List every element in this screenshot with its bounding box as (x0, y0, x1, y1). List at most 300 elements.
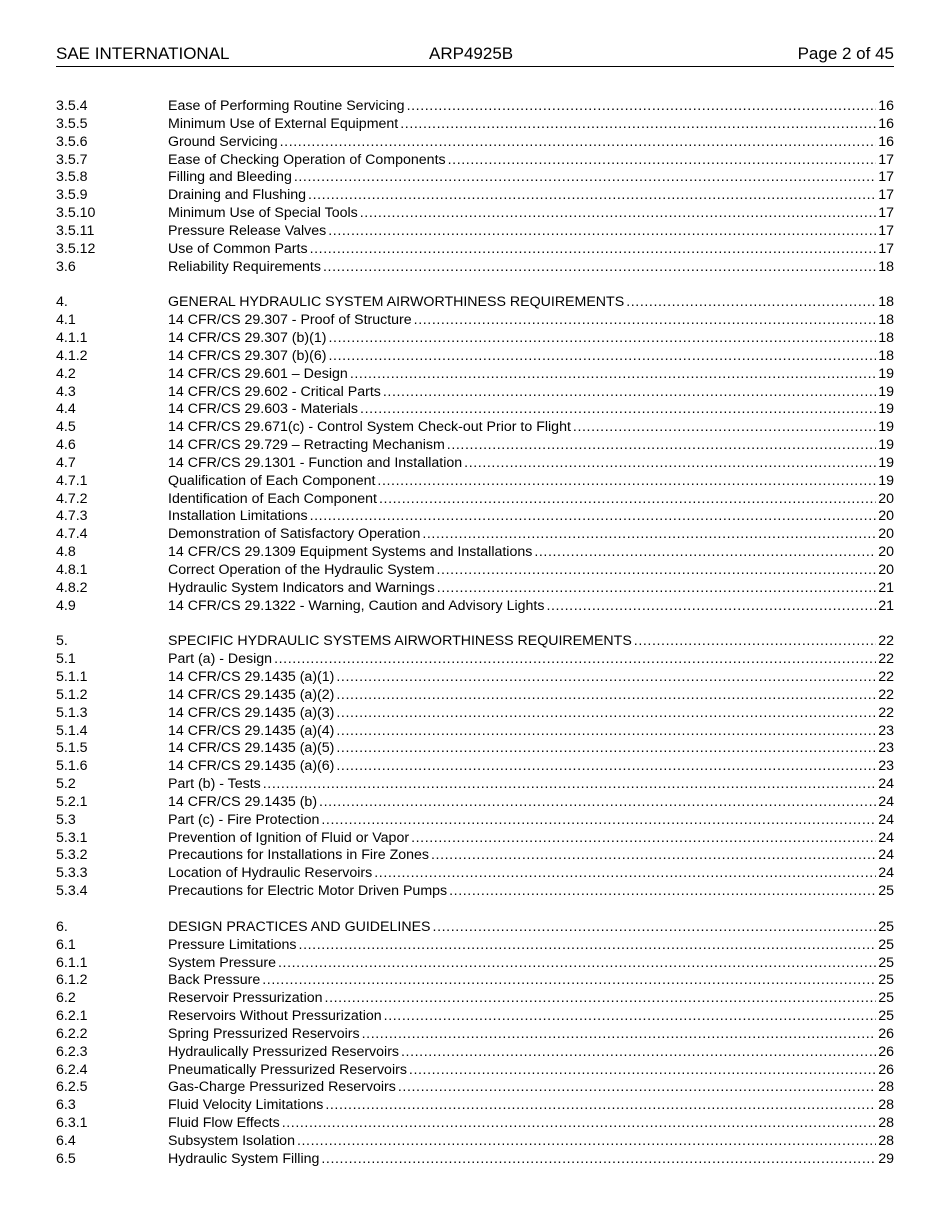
toc-dot-leader (400, 116, 876, 134)
toc-dot-leader (325, 1097, 876, 1115)
toc-dot-leader (319, 794, 876, 812)
toc-entry-line (168, 1026, 894, 1044)
toc-dot-leader (384, 1008, 877, 1026)
toc-entry-number: 5.1 (56, 651, 76, 668)
toc-entry-title: Ground Servicing (168, 133, 278, 150)
toc-entry (56, 1044, 894, 1062)
toc-entry-title: Fluid Flow Effects (168, 1115, 280, 1132)
toc-entry-number: 4.7.3 (56, 508, 88, 525)
toc-dot-leader (437, 580, 876, 598)
toc-entry-page: 19 (878, 383, 894, 400)
header-document-id: ARP4925B (429, 44, 514, 63)
toc-entry-line (168, 169, 894, 187)
toc-entry-title: 14 CFR/CS 29.307 (b)(6) (168, 347, 327, 364)
toc-entry-title: Ease of Performing Routine Servicing (168, 98, 405, 114)
toc-entry-title: 14 CFR/CS 29.602 - Critical Parts (168, 383, 381, 400)
toc-entry-title: 14 CFR/CS 29.1435 (b) (168, 793, 318, 810)
toc-entry (56, 473, 894, 491)
toc-entry-number: 5.2.1 (56, 793, 88, 810)
toc-entry-line (168, 473, 894, 491)
toc-dot-leader (323, 259, 876, 277)
toc-entry-line (168, 312, 894, 330)
toc-entry-page: 24 (878, 776, 894, 793)
toc-entry (56, 669, 894, 687)
toc-dot-leader (414, 312, 877, 330)
toc-entry-line (168, 794, 894, 812)
toc-dot-leader (437, 562, 877, 580)
toc-entry-page: 24 (878, 847, 894, 864)
toc-entry-number: 3.5.8 (56, 169, 88, 186)
toc-entry-line (168, 1115, 894, 1133)
toc-entry-page: 16 (878, 133, 894, 150)
toc-entry-page: 25 (878, 954, 894, 971)
toc-entry-title: 14 CFR/CS 29.729 – Retracting Mechanism (168, 437, 445, 454)
toc-entry-number: 4.2 (56, 365, 76, 382)
toc-entry-number: 3.5.4 (56, 98, 88, 114)
toc-entry-number: 4.6 (56, 437, 76, 454)
toc-entry-page: 17 (878, 222, 894, 239)
toc-entry-title: Hydraulically Pressurized Reservoirs (168, 1043, 400, 1060)
toc-entry-line (168, 723, 894, 741)
toc-entry-line (168, 223, 894, 241)
toc-entry-page: 20 (878, 561, 894, 578)
toc-entry-number: 3.5.5 (56, 115, 88, 132)
toc-entry-number: 3.6 (56, 258, 76, 275)
toc-entry (56, 294, 894, 312)
toc-dot-leader (449, 883, 876, 901)
toc-entry-title: Prevention of Ignition of Fluid or Vapor (168, 829, 410, 846)
toc-entry-title: Location of Hydraulic Reservoirs (168, 865, 373, 882)
toc-entry-page: 23 (878, 740, 894, 757)
toc-dot-leader (336, 740, 876, 758)
toc-entry (56, 508, 894, 526)
toc-entry-line (168, 384, 894, 402)
toc-entry-line (168, 1133, 894, 1151)
toc-dot-leader (447, 437, 876, 455)
toc-entry (56, 330, 894, 348)
toc-entry-title: Reservoir Pressurization (168, 990, 323, 1007)
toc-entry-line (168, 633, 894, 651)
toc-entry-page: 22 (878, 651, 894, 668)
toc-entry-line (168, 955, 894, 973)
toc-entry-number: 6.2.3 (56, 1043, 88, 1060)
toc-entry-page: 29 (878, 1150, 894, 1167)
toc-dot-leader (274, 651, 876, 669)
toc-dot-leader (401, 1044, 876, 1062)
toc-entry-page: 22 (878, 704, 894, 721)
toc-entry-title: Draining and Flushing (168, 187, 307, 204)
toc-entry (56, 812, 894, 830)
toc-entry-title: System Pressure (168, 954, 277, 971)
toc-entry-page: 19 (878, 401, 894, 418)
toc-dot-leader (321, 812, 876, 830)
toc-entry (56, 312, 894, 330)
toc-entry (56, 865, 894, 883)
toc-dot-leader (280, 134, 877, 152)
toc-entry (56, 598, 894, 616)
toc-entry-title: Pressure Limitations (168, 936, 297, 953)
toc-entry-number: 3.5.9 (56, 187, 88, 204)
toc-entry-number: 6.2.2 (56, 1025, 88, 1042)
toc-entry (56, 1097, 894, 1115)
toc-entry-number: 5.3.1 (56, 829, 88, 846)
toc-dot-leader (263, 776, 876, 794)
toc-entry-line (168, 972, 894, 990)
toc-dot-leader (328, 223, 876, 241)
toc-entry-number: 3.5.10 (56, 205, 96, 222)
toc-entry (56, 1133, 894, 1151)
toc-entry-number: 4.7.2 (56, 490, 88, 507)
toc-entry-line (168, 919, 894, 937)
toc-entry-number: 6.5 (56, 1150, 76, 1167)
toc-entry-line (168, 348, 894, 366)
toc-entry-title: 14 CFR/CS 29.1435 (a)(4) (168, 722, 335, 739)
toc-entry-page: 19 (878, 365, 894, 382)
toc-dot-leader (379, 491, 876, 509)
toc-entry-title: Ease of Checking Operation of Components (168, 151, 446, 168)
toc-entry (56, 437, 894, 455)
toc-entry-title: 14 CFR/CS 29.1435 (a)(6) (168, 758, 335, 775)
toc-entry-number: 5.3.2 (56, 847, 88, 864)
toc-entry-number: 4.5 (56, 419, 76, 436)
toc-entry (56, 491, 894, 509)
toc-entry-line (168, 330, 894, 348)
toc-entry-number: 6. (56, 918, 68, 935)
toc-entry-title: Identification of Each Component (168, 490, 378, 507)
toc-dot-leader (448, 152, 877, 170)
toc-entry-page: 28 (878, 1097, 894, 1114)
toc-entry-page: 21 (878, 579, 894, 596)
toc-entry-number: 5.1.1 (56, 669, 88, 685)
toc-entry (56, 1026, 894, 1044)
toc-entry (56, 1062, 894, 1080)
toc-dot-leader (299, 937, 877, 955)
toc-entry-page: 18 (878, 294, 894, 311)
toc-entry (56, 1115, 894, 1133)
toc-entry (56, 187, 894, 205)
toc-entry-number: 6.2.4 (56, 1061, 88, 1078)
toc-entry-line (168, 419, 894, 437)
toc-entry-title: 14 CFR/CS 29.1322 - Warning, Caution and Advisory Lights (168, 597, 545, 614)
toc-entry-line (168, 1097, 894, 1115)
toc-entry-line (168, 562, 894, 580)
toc-entry-page: 19 (878, 437, 894, 454)
toc-entry (56, 776, 894, 794)
toc-dot-leader (407, 98, 877, 116)
toc-entry-page: 25 (878, 883, 894, 900)
toc-entry-number: 5.2 (56, 776, 76, 793)
toc-entry (56, 1151, 894, 1169)
toc-dot-leader (626, 294, 876, 312)
toc-dot-leader (573, 419, 876, 437)
toc-entry-number: 4.9 (56, 597, 76, 614)
toc-entry-title: 14 CFR/CS 29.1435 (a)(2) (168, 686, 335, 703)
toc-dot-leader (278, 955, 876, 973)
toc-entry-number: 3.5.11 (56, 222, 95, 239)
toc-entry-page: 20 (878, 526, 894, 543)
toc-entry-page: 24 (878, 829, 894, 846)
toc-dot-leader (294, 169, 876, 187)
toc-entry-number: 6.2.5 (56, 1079, 88, 1096)
toc-dot-leader (282, 1115, 877, 1133)
toc-dot-leader (377, 473, 876, 491)
toc-section-gap (56, 276, 894, 294)
toc-dot-leader (325, 990, 877, 1008)
toc-entry-title: Part (c) - Fire Protection (168, 811, 320, 828)
toc-dot-leader (329, 348, 877, 366)
toc-entry-number: 5.1.3 (56, 704, 88, 721)
toc-entry-title: 14 CFR/CS 29.1435 (a)(1) (168, 669, 335, 685)
toc-entry-page: 20 (878, 508, 894, 525)
toc-dot-leader (360, 401, 876, 419)
toc-entry (56, 205, 894, 223)
toc-dot-leader (262, 972, 876, 990)
toc-entry-line (168, 776, 894, 794)
toc-entry-title: 14 CFR/CS 29.601 – Design (168, 365, 348, 382)
toc-entry-line (168, 508, 894, 526)
toc-entry-page: 17 (878, 151, 894, 168)
toc-dot-leader (433, 919, 877, 937)
toc-entry-number: 4.3 (56, 383, 76, 400)
toc-entry-page: 24 (878, 865, 894, 882)
toc-entry-page: 28 (878, 1132, 894, 1149)
toc-entry-page: 18 (878, 312, 894, 329)
toc-entry-title: 14 CFR/CS 29.1301 - Function and Installation (168, 454, 463, 471)
toc-entry-title: 14 CFR/CS 29.307 - Proof of Structure (168, 312, 412, 329)
toc-entry-page: 19 (878, 419, 894, 436)
toc-entry-line (168, 687, 894, 705)
toc-entry-page: 20 (878, 490, 894, 507)
toc-entry-line (168, 491, 894, 509)
header-organization: SAE INTERNATIONAL (56, 44, 230, 63)
toc-entry-line (168, 1151, 894, 1169)
toc-dot-leader (634, 633, 876, 651)
toc-entry-line (168, 883, 894, 901)
toc-entry-line (168, 758, 894, 776)
toc-dot-leader (297, 1133, 876, 1151)
toc-dot-leader (398, 1079, 876, 1097)
toc-entry-line (168, 865, 894, 883)
toc-entry (56, 401, 894, 419)
toc-entry-page: 25 (878, 972, 894, 989)
toc-entry-number: 4.8.2 (56, 579, 88, 596)
toc-entry-page: 26 (878, 1061, 894, 1078)
toc-entry-title: 14 CFR/CS 29.671(c) - Control System Check-out Prior to Flight (168, 419, 571, 436)
toc-dot-leader (360, 205, 876, 223)
toc-entry-number: 4.7 (56, 454, 76, 471)
toc-entry (56, 883, 894, 901)
toc-entry-title: Pressure Release Valves (168, 222, 327, 239)
toc-entry-page: 23 (878, 722, 894, 739)
toc-entry-title: 14 CFR/CS 29.1435 (a)(5) (168, 740, 335, 757)
toc-entry-line (168, 1079, 894, 1097)
toc-entry-line (168, 1008, 894, 1026)
toc-entry-line (168, 241, 894, 259)
toc-dot-leader (329, 330, 877, 348)
header-page-number: Page 2 of 45 (797, 44, 894, 63)
toc-entry-number: 5. (56, 633, 68, 650)
toc-entry (56, 919, 894, 937)
toc-entry-page: 19 (878, 454, 894, 471)
toc-entry-title: Use of Common Parts (168, 240, 308, 257)
toc-entry-line (168, 152, 894, 170)
toc-entry-line (168, 401, 894, 419)
toc-entry (56, 241, 894, 259)
toc-entry (56, 1008, 894, 1026)
toc-entry-number: 5.3.4 (56, 883, 88, 900)
toc-entry-page: 26 (878, 1043, 894, 1060)
toc-entry-title: Installation Limitations (168, 508, 308, 525)
toc-entry-title: Precautions for Installations in Fire Zones (168, 847, 430, 864)
toc-entry-number: 4.8.1 (56, 561, 88, 578)
toc-entry-line (168, 259, 894, 277)
toc-entry (56, 419, 894, 437)
toc-entry-title: DESIGN PRACTICES AND GUIDELINES (168, 918, 431, 935)
toc-entry-number: 5.1.4 (56, 722, 88, 739)
toc-entry-number: 5.1.5 (56, 740, 88, 757)
toc-dot-leader (534, 544, 876, 562)
toc-entry-page: 18 (878, 329, 894, 346)
toc-entry-line (168, 437, 894, 455)
toc-entry-page: 21 (878, 597, 894, 614)
toc-entry-line (168, 455, 894, 473)
toc-entry-title: Minimum Use of External Equipment (168, 115, 399, 132)
toc-entry-line (168, 705, 894, 723)
toc-entry-page: 17 (878, 169, 894, 186)
toc-entry-title: 14 CFR/CS 29.1309 Equipment Systems and Installations (168, 544, 533, 561)
toc-entry-page: 24 (878, 811, 894, 828)
toc-entry (56, 651, 894, 669)
toc-entry (56, 580, 894, 598)
toc-entry-page: 22 (878, 633, 894, 650)
toc-entry-page: 25 (878, 1008, 894, 1025)
toc-entry-title: GENERAL HYDRAULIC SYSTEM AIRWORTHINESS REQUIREMENTS (168, 294, 625, 311)
toc-entry-line (168, 544, 894, 562)
toc-entry-line (168, 740, 894, 758)
toc-entry-number: 4.4 (56, 401, 76, 418)
toc-dot-leader (383, 384, 876, 402)
toc-entry-line (168, 669, 894, 687)
toc-dot-leader (546, 598, 876, 616)
toc-entry-page: 18 (878, 258, 894, 275)
toc-entry-line (168, 830, 894, 848)
toc-dot-leader (411, 830, 876, 848)
toc-entry-page: 28 (878, 1115, 894, 1132)
toc-entry (56, 1079, 894, 1097)
toc-entry-title: 14 CFR/CS 29.603 - Materials (168, 401, 359, 418)
toc-dot-leader (422, 526, 876, 544)
toc-entry-page: 28 (878, 1079, 894, 1096)
page-header (56, 44, 894, 67)
toc-entry-line (168, 187, 894, 205)
toc-entry-title: Back Pressure (168, 972, 261, 989)
toc-entry-line (168, 1062, 894, 1080)
toc-entry-line (168, 205, 894, 223)
toc-entry-number: 6.2.1 (56, 1008, 88, 1025)
toc-entry-title: SPECIFIC HYDRAULIC SYSTEMS AIRWORTHINESS REQUIREMENTS (168, 633, 632, 650)
toc-entry (56, 955, 894, 973)
toc-entry-number: 6.3 (56, 1097, 76, 1114)
toc-entry-title: Reservoirs Without Pressurization (168, 1008, 382, 1025)
toc-entry (56, 152, 894, 170)
toc-entry-title: Precautions for Electric Motor Driven Pumps (168, 883, 448, 900)
toc-dot-leader (321, 1151, 876, 1169)
toc-section-gap (56, 901, 894, 919)
toc-entry-number: 4.7.1 (56, 472, 88, 489)
toc-dot-leader (409, 1062, 876, 1080)
toc-entry-line (168, 651, 894, 669)
toc-entry (56, 526, 894, 544)
toc-entry-number: 4.1 (56, 312, 76, 329)
toc-entry-page: 17 (878, 205, 894, 222)
toc-entry-number: 6.1 (56, 936, 76, 953)
toc-entry (56, 562, 894, 580)
toc-entry-title: Part (a) - Design (168, 651, 273, 668)
toc-entry-line (168, 812, 894, 830)
toc-entry-page: 17 (878, 240, 894, 257)
toc-entry-number: 6.1.2 (56, 972, 88, 989)
toc-entry-number: 5.1.6 (56, 758, 88, 775)
toc-entry (56, 972, 894, 990)
toc-entry-number: 4. (56, 294, 68, 311)
toc-entry-number: 6.2 (56, 990, 76, 1007)
toc-entry (56, 98, 894, 116)
toc-entry-number: 5.3.3 (56, 865, 88, 882)
toc-entry-title: 14 CFR/CS 29.1435 (a)(3) (168, 704, 335, 721)
toc-entry-line (168, 134, 894, 152)
toc-dot-leader (308, 187, 876, 205)
toc-section-gap (56, 615, 894, 633)
toc-entry-line (168, 580, 894, 598)
toc-entry-line (168, 294, 894, 312)
toc-entry-title: Minimum Use of Special Tools (168, 205, 358, 222)
toc-entry-number: 6.1.1 (56, 954, 88, 971)
toc-entry-number: 4.1.2 (56, 347, 88, 364)
toc-entry (56, 758, 894, 776)
toc-entry (56, 937, 894, 955)
toc-entry-number: 6.4 (56, 1132, 76, 1149)
toc-entry-number: 6.3.1 (56, 1115, 88, 1132)
toc-entry-page: 17 (878, 187, 894, 204)
toc-entry-number: 3.5.12 (56, 240, 96, 257)
toc-entry-title: Demonstration of Satisfactory Operation (168, 526, 421, 543)
toc-entry-line (168, 1044, 894, 1062)
toc-entry-title: 14 CFR/CS 29.307 (b)(1) (168, 329, 327, 346)
toc-entry-title: Subsystem Isolation (168, 1132, 295, 1149)
toc-entry (56, 134, 894, 152)
toc-entry (56, 384, 894, 402)
toc-entry-page: 22 (878, 669, 894, 685)
toc-entry-number: 4.8 (56, 544, 76, 561)
toc-entry-page: 26 (878, 1025, 894, 1042)
toc-entry-title: Fluid Velocity Limitations (168, 1097, 324, 1114)
toc-dot-leader (350, 366, 876, 384)
toc-entry-line (168, 990, 894, 1008)
toc-entry (56, 169, 894, 187)
toc-entry-line (168, 98, 894, 116)
toc-entry-page: 23 (878, 758, 894, 775)
toc-entry-title: Qualification of Each Component (168, 472, 376, 489)
toc-dot-leader (431, 847, 876, 865)
toc-entry-line (168, 847, 894, 865)
toc-dot-leader (336, 723, 876, 741)
toc-entry (56, 223, 894, 241)
toc-entry (56, 348, 894, 366)
toc-entry (56, 455, 894, 473)
toc-entry (56, 830, 894, 848)
toc-entry (56, 116, 894, 134)
toc-entry-page: 25 (878, 918, 894, 935)
